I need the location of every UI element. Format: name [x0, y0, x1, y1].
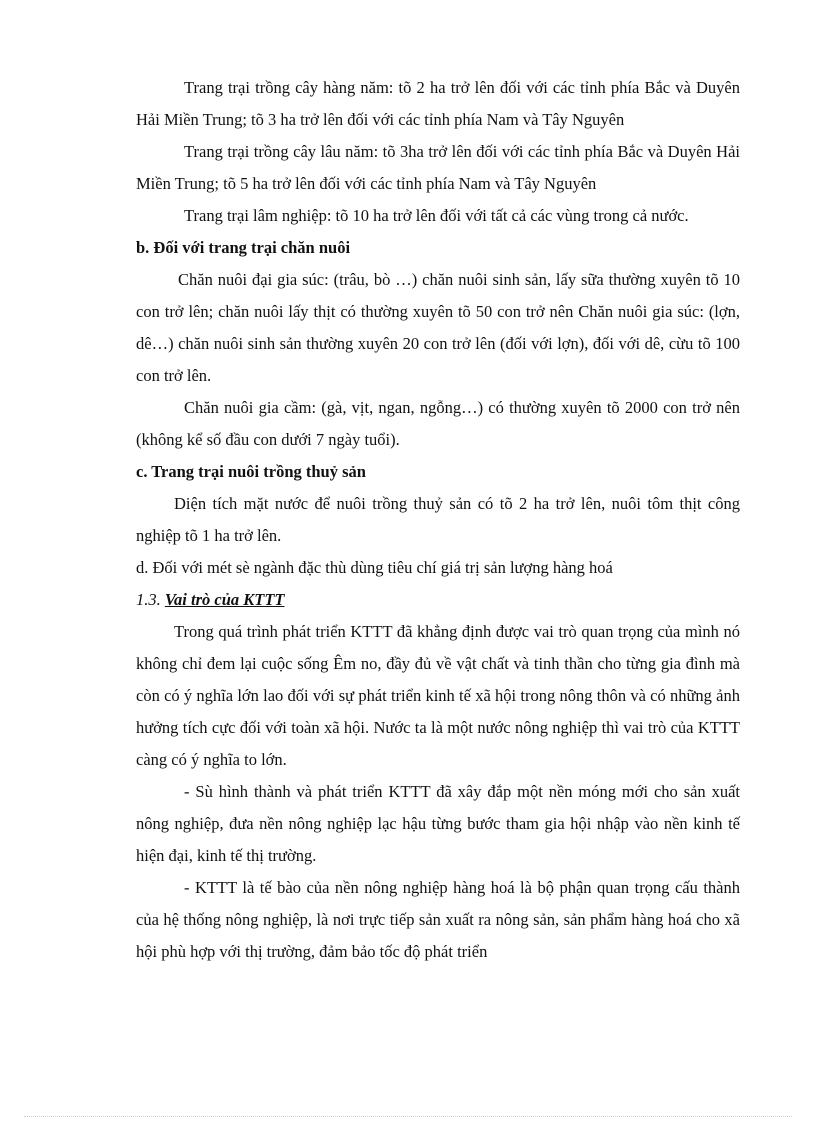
- paragraph-livestock: Chăn nuôi đại gia súc: (trâu, bò …) chăn nuôi sinh sản, lấy sữa thường xuyên tõ 10 con trở lên; chăn nuôi lấy thịt có thường xuyên tõ 50 con trở nên Chăn nuôi gia súc: (lợn, dê…) chăn nuôi sinh sản thường xuyên 20 con trở lên (đối với lợn), đối với dê, cừu tõ 100 con trở lên.: [136, 270, 740, 385]
- line-special-sectors: d. Đối với mét sè ngành đặc thù dùng tiêu chí giá trị sản lượng hàng hoá: [136, 558, 613, 577]
- paragraph-role-foundation: - Sù hình thành và phát triển KTTT đã xây đắp một nền móng mới cho sản xuất nông nghiệp, đưa nền nông nghiệp lạc hậu từng bước tham gia hội nhập vào nền kinh tế hiện đại, kinh tế thị trường.: [136, 782, 740, 865]
- paragraph-aquaculture: Diện tích mặt nước để nuôi trồng thuỷ sản có tõ 2 ha trở lên, nuôi tôm thịt công nghiệp tõ 1 ha trở lên.: [136, 494, 740, 545]
- heading-aquaculture-farms: c. Trang trại nuôi trồng thuỷ sản: [136, 462, 366, 481]
- paragraph-role-cell: - KTTT là tế bào của nền nông nghiệp hàng hoá là bộ phận quan trọng cấu thành của hệ thống nông nghiệp, là nơi trực tiếp sản xuất ra nông sản, sản phẩm hàng hoá cho xã hội phù hợp với thị trường, đảm bảo tốc độ phát triển: [136, 878, 740, 961]
- paragraph-annual-crops: Trang trại trồng cây hàng năm: tõ 2 ha trở lên đối với các tỉnh phía Bắc và Duyên Hải Miền Trung; tõ 3 ha trở lên đối với các tỉnh phía Nam và Tây Nguyên: [136, 78, 740, 129]
- paragraph-poultry: Chăn nuôi gia cầm: (gà, vịt, ngan, ngỗng…) có thường xuyên tõ 2000 con trở nên (không kể số đầu con dưới 7 ngày tuổi).: [136, 398, 740, 449]
- page-bottom-rule: [24, 1116, 792, 1117]
- heading-title: Vai trò của KTTT: [164, 590, 285, 609]
- document-page: [136, 72, 740, 968]
- heading-number: 1.3.: [136, 590, 161, 609]
- heading-livestock-farms: b. Đối với trang trại chăn nuôi: [136, 238, 351, 257]
- paragraph-role-intro: Trong quá trình phát triển KTTT đã khẳng định được vai trò quan trọng của mình nó không chỉ đem lại cuộc sống Êm no, đầy đủ về vật chất và tinh thần cho từng gia đình mà còn có ý nghĩa lớn lao đối với sự phát triển kinh tế xã hội trong nông thôn và có những ảnh hưởng tích cực đối với toàn xã hội. Nước ta là một nước nông nghiệp thì vai trò của KTTT càng có ý nghĩa to lớn.: [136, 622, 740, 769]
- heading-role-of-farm-economy: [136, 584, 740, 616]
- paragraph-perennial-crops: Trang trại trồng cây lâu năm: tõ 3ha trở lên đối với các tỉnh phía Bắc và Duyên Hải Miền Trung; tõ 5 ha trở lên đối với các tỉnh phía Nam và Tây Nguyên: [136, 142, 740, 193]
- paragraph-forestry: Trang trại lâm nghiệp: tõ 10 ha trở lên đối với tất cả các vùng trong cả nước.: [184, 206, 689, 225]
